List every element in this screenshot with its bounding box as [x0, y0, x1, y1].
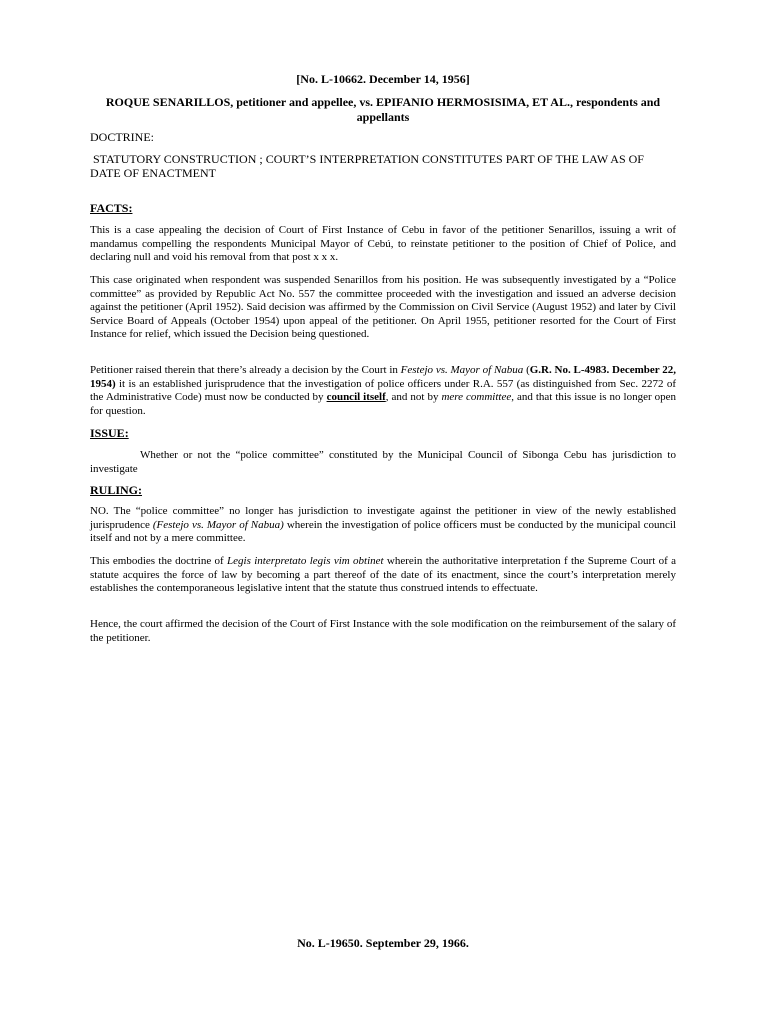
facts-p3-text-g: , and not by — [385, 391, 442, 403]
facts-paragraph-1: This is a case appealing the decision of Court of First Instance of Cebu in favor of the petitioner Senarillos, issuing a writ of mandamus compelling the respondents Municipal Mayor of Cebú, to reinstate petitioner to the position of Chief of Police, and declaring null and void his removal from that post x x x. — [90, 224, 676, 263]
latin-doctrine: Legis interpretato legis vim obtinet — [227, 555, 384, 567]
facts-p3-text-e: it is an established jurisprudence that the investigation of police officers under R.A. 557 (as distinguished from Sec. 2272 of the Administrative Code) must now be conducted by — [90, 377, 676, 403]
doctrine-text — [90, 152, 676, 180]
next-case-number: No. L-19650. September 29, 1966. — [297, 936, 469, 950]
ruling-p2-text-c: wherein the authoritative interpretation f the Supreme Court of a statute acquires the force of law by becoming a part thereof of the date of its enactment, since the court’s interpretation merely establishes the contemporaneous legislative intent that the statute thus construed intends to effectuate. — [90, 555, 676, 594]
facts-p3-text-i: , and that this issue is no longer open for question. — [90, 391, 676, 417]
facts-p3-text-a: Petitioner raised therein that there’s already a decision by the Court in — [90, 364, 401, 376]
gr-number: G.R. No. L-4983. December 22, 1954) — [90, 364, 676, 390]
ruling-p1-text-a: NO. The “police committee” no longer has jurisdiction to investigate against the petitioner in view of the newly established jurisprudence — [90, 505, 676, 531]
ruling-paragraph-2 — [90, 555, 676, 596]
facts-heading: FACTS: — [90, 201, 133, 215]
case-number: [No. L-10662. December 14, 1956] — [296, 72, 470, 86]
ruling-heading: RULING: — [90, 483, 143, 497]
ruling-paragraph-3: Hence, the court affirmed the decision of the Court of First Instance with the sole modification on the reimbursement of the salary of the petitioner. — [90, 618, 676, 644]
council-itself-emphasis: council itself — [326, 391, 386, 403]
case-parties: ROQUE SENARILLOS, petitioner and appellee, vs. EPIFANIO HERMOSISIMA, ET AL., respondents and appellants — [105, 95, 661, 124]
issue-heading: ISSUE: — [90, 426, 129, 440]
facts-paragraph-2: This case originated when respondent was suspended Senarillos from his position. He was subsequently investigated by a “Police committee” as provided by Republic Act No. 557 the committee proceeded with the investigation and issued an adverse decision against the petitioner (April 1952). Said decision was affirmed by the Commission on Civil Service (August 1952) and later by Civil Service Board of Appeals (October 1954) upon appeal of the petitioner. On April 1955, petitioner resorted for the Court of First Instance for relief, which issued the Decision being questioned. — [90, 274, 676, 340]
doctrine-label: DOCTRINE: — [90, 130, 154, 144]
mere-committee-emphasis: mere committee — [441, 391, 512, 403]
issue-paragraph: Whether or not the “police committee” constituted by the Municipal Council of Sibonga Cebu has jurisdiction to investigate — [90, 449, 676, 475]
facts-paragraph-3 — [90, 364, 676, 418]
ruling-case-citation: (Festejo vs. Mayor of Nabua) — [152, 518, 284, 531]
ruling-paragraph-1 — [90, 505, 676, 546]
facts-p3-text-c: ( — [523, 364, 530, 376]
ruling-p2-text-a: This embodies the doctrine of — [90, 555, 228, 567]
ruling-p1-text-c: wherein the investigation of police officers must be conducted by the municipal council itself and not by a mere committee. — [90, 518, 676, 544]
case-citation-festejo: Festejo vs. Mayor of Nabua — [400, 364, 524, 376]
doctrine-text-content: STATUTORY CONSTRUCTION ; COURT’S INTERPRETATION CONSTITUTES PART OF THE LAW AS OF DATE OF ENACTMENT — [90, 152, 644, 180]
